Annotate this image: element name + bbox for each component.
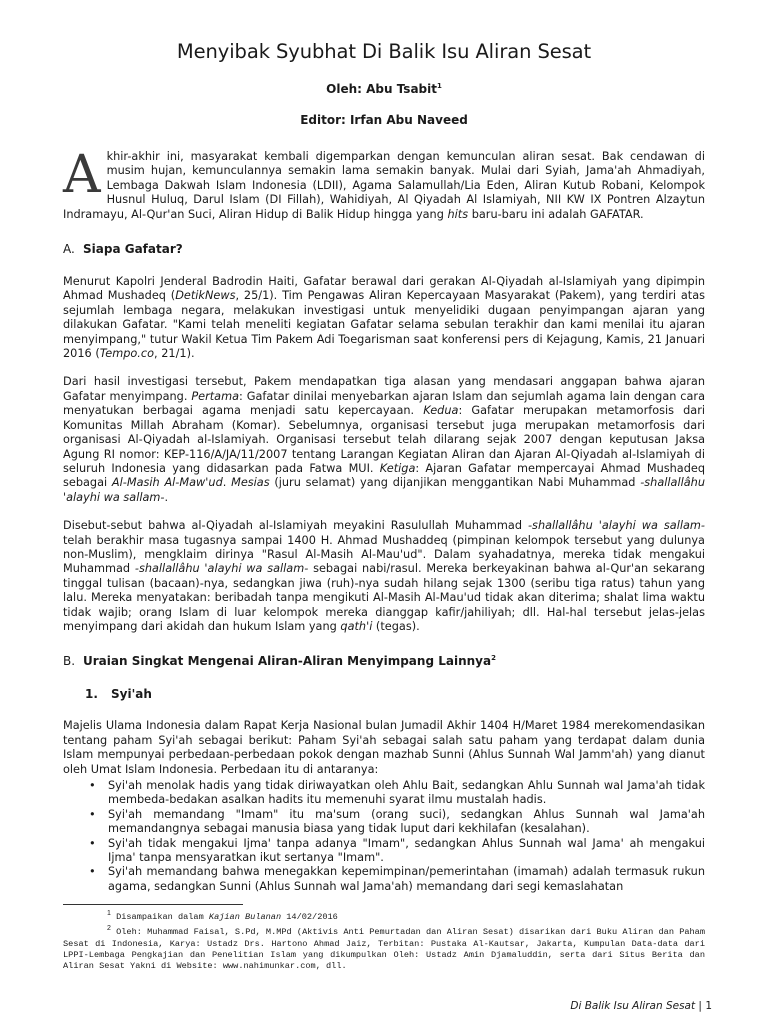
list-item: • Syi'ah tidak mengakui Ijma' tanpa adanya "Imam", sedangkan Ahlus Sunnah wal Jama' ah mengakui Ijma' tanpa mensyaratkan ikut sertanya "Imam". xyxy=(89,836,705,865)
list-item: • Syi'ah menolak hadis yang tidak diriwayatkan oleh Ahlu Bait, sedangkan Ahlu Sunnah wal Jama'ah tidak membeda-bedakan asalkan hadits itu memenuhi syarat ilmu mustalah hadis. xyxy=(89,779,705,807)
author-footnote-ref[interactable]: 1 xyxy=(436,82,442,90)
drop-cap: A xyxy=(63,145,101,205)
syiah-intro-paragraph: Majelis Ulama Indonesia dalam Rapat Kerja Nasional bulan Jumadil Akhir 1404 H/Maret 1984 merekomendasikan tentang paham Syi'ah sebagai berikut: Paham Syi'ah sebagai salah satu paham yang terdapat dalam dunia Islam mempunyai perbedaan-perbedaan pokok dengan mazhab Sunni (Ahlus Sunnah Wal Jamm'ah) yang dianut oleh Umat Islam Indonesia. Perbedaan itu di antaranya: xyxy=(63,719,705,776)
subsection-number: 1. xyxy=(85,687,98,702)
footnotes xyxy=(63,904,705,973)
bullet-icon: • xyxy=(89,836,96,850)
author-name: Oleh: Abu Tsabit xyxy=(326,82,437,96)
editor-line: Editor: Irfan Abu Naveed xyxy=(300,113,468,127)
section-b-heading xyxy=(63,654,705,668)
section-a-paragraph-1: Menurut Kapolri Jenderal Badrodin Haiti, Gafatar berawal dari gerakan Al-Qiyadah al-Islamiyah yang dipimpin Ahmad Mushadeq (DetikNews, 25/1). Tim Pengawas Aliran Kepercayaan Masyarakat (Pakem), yang terdiri atas sejumlah lembaga negara, melakukan investigasi untuk menyelidiki dugaan penyimpangan ajaran yang dilakukan Gafatar. "Kami telah meneliti kegiatan Gafatar selama sebulan terakhir dan kami menilai itu ajaran menyimpang," tutur Wakil Ketua Tim Pakem Adi Toegarisman saat konferensi pers di Kejagung, Kamis, 21 Januari 2016 (Tempo.co, 21/1). xyxy=(63,275,706,361)
syiah-differences-list xyxy=(63,779,705,894)
section-a-number: A. xyxy=(63,242,75,257)
section-b-footnote-ref[interactable]: 2 xyxy=(491,654,496,663)
bullet-icon: • xyxy=(89,779,96,792)
footnote-divider xyxy=(63,904,243,905)
bullet-icon: • xyxy=(89,807,96,821)
section-a-heading xyxy=(63,242,705,256)
section-b-number: B. xyxy=(63,654,76,669)
list-item: • Syi'ah memandang "Imam" itu ma'sum (orang suci), sedangkan Ahlus Sunnah wal Jama'ah memandangnya sebagai manusia biasa yang tidak luput dari kekhilafan (kesalahan). xyxy=(89,807,705,836)
intro-paragraph: Akhir-akhir ini, masyarakat kembali digemparkan dengan kemunculan aliran sesat. Bak cendawan di musim hujan, kemunculannya semakin lama semakin banyak. Mulai dari Syiah, Jama'ah Ahmadiyah, Lembaga Dakwah Islam Indonesia (LDII), Agama Salamullah/Lia Eden, Aliran Kutub Robani, Kelompok Husnul Huluq, Darul Islam (DI Fillah), Wahidiyah, Al Qiyadah Al Islamiyah, NII KW IX Pontren Alzaytun Indramayu, Al-Qur'an Suci, Aliran Hidup di Balik Hidup hingga yang hits baru-baru ini adalah GAFATAR. xyxy=(63,145,705,221)
page-number: 1 xyxy=(705,1000,712,1012)
section-a-title: Siapa Gafatar? xyxy=(83,242,183,257)
footnote-1: $^1$ Disampaikan dalam Kajian Bulanan 14/02/2016 xyxy=(107,910,338,922)
section-b-title: Uraian Singkat Mengenai Aliran-Aliran Menyimpang Lainnya$^2$ xyxy=(83,654,496,669)
subsection-title: Syi'ah xyxy=(111,687,152,702)
section-a-paragraph-3: Disebut-sebut bahwa al-Qiyadah al-Islamiyah meyakini Rasulullah Muhammad -shallallâhu 'alayhi wa sallam- telah berakhir masa tugasnya sampai 1400 H. Ahmad Mushaddeq (pimpinan kelompok tersebut yang dulunya non-Muslim), mengklaim dirinya "Rasul Al-Masih Al-Mau'ud". Dalam syahadatnya, mereka tidak mengakui Muhammad -shallallâhu 'alayhi wa sallam- sebagai nabi/rasul. Mereka berkeyakinan bahwa al-Qur'an sekarang tinggal tulisan (bacaan)-nya, sedangkan jiwa (ruh)-nya sudah hilang sejak 1300 (seribu tiga ratus) tahun yang lalu. Mereka menyatakan: beribadah tanpa mengikuti Al-Masih Al-Mau'ud tidak akan diterima; shalat lima waktu tidak wajib; orang Islam di luar kelompok mereka dianggap kafir/jahiliyah; dll. Hal-hal tersebut jelas-jelas menyimpang dari akidah dan hukum Islam yang qath'i (tegas). xyxy=(63,519,705,633)
footnote-2: $^2$ Oleh: Muhammad Faisal, S.Pd, M.MPd (Aktivis Anti Pemurtadan dan Aliran Sesat) disarikan dari Buku Aliran dan Paham Sesat di Indonesia, Karya: Ustadz Drs. Hartono Ahmad Jaiz, Terbitan: Pustaka Al-Kautsar, Jakarta, Kumpulan Data-data dari LPPI-Lembaga Pengkajian dan Penelitian Islam yang dikumpulkan Oleh: Ustadz Amin Djamaluddin, serta dari Situs Berita dan Aliran Sesat Yakni di Website: www.nahimunkar.com, dll. xyxy=(63,925,705,972)
document-title: Menyibak Syubhat Di Balik Isu Aliran Sesat xyxy=(176,40,592,63)
bullet-icon: • xyxy=(89,865,96,879)
subsection-syiah-heading xyxy=(85,687,705,701)
author-line xyxy=(63,82,705,96)
list-item: • Syi'ah memandang bahwa menegakkan kepemimpinan/pemerintahan (imamah) adalah termasuk rukun agama, sedangkan Sunni (Ahlus Sunnah wal Jama'ah) memandang dari segi kemaslahatan xyxy=(89,865,705,893)
section-a-paragraph-2: Dari hasil investigasi tersebut, Pakem mendapatkan tiga alasan yang mendasari anggapan bahwa ajaran Gafatar menyimpang. Pertama: Gafatar dinilai menyebarkan ajaran Islam dan sejumlah agama lain dengan cara menyatukan berbagai agama menjadi satu kepercayaan. Kedua: Gafatar merupakan metamorfosis dari Komunitas Millah Abraham (Komar). Sebelumnya, organisasi tersebut juga merupakan metamorfosis dari organisasi Al-Qiyadah al-Islamiyah. Organisasi tersebut telah dilarang sejak 2007 dengan keputusan Jaksa Agung RI nomor: KEP-116/A/JA/11/2007 tentang Larangan Kegiatan Aliran dan Ajaran Al-Qiyadah al-Islamiyah di seluruh Indonesia yang didasarkan pada Fatwa MUI. Ketiga: Ajaran Gafatar mempercayai Ahmad Mushadeq sebagai Al-Masih Al-Maw'ud. Mesias (juru selamat) yang dijanjikan menggantikan Nabi Muhammad -shallallâhu 'alayhi wa sallam-. xyxy=(63,375,705,504)
footer-title: Di Balik Isu Aliran Sesat xyxy=(570,1000,696,1012)
page-footer: Di Balik Isu Aliran Sesat | 1 xyxy=(570,1000,712,1012)
